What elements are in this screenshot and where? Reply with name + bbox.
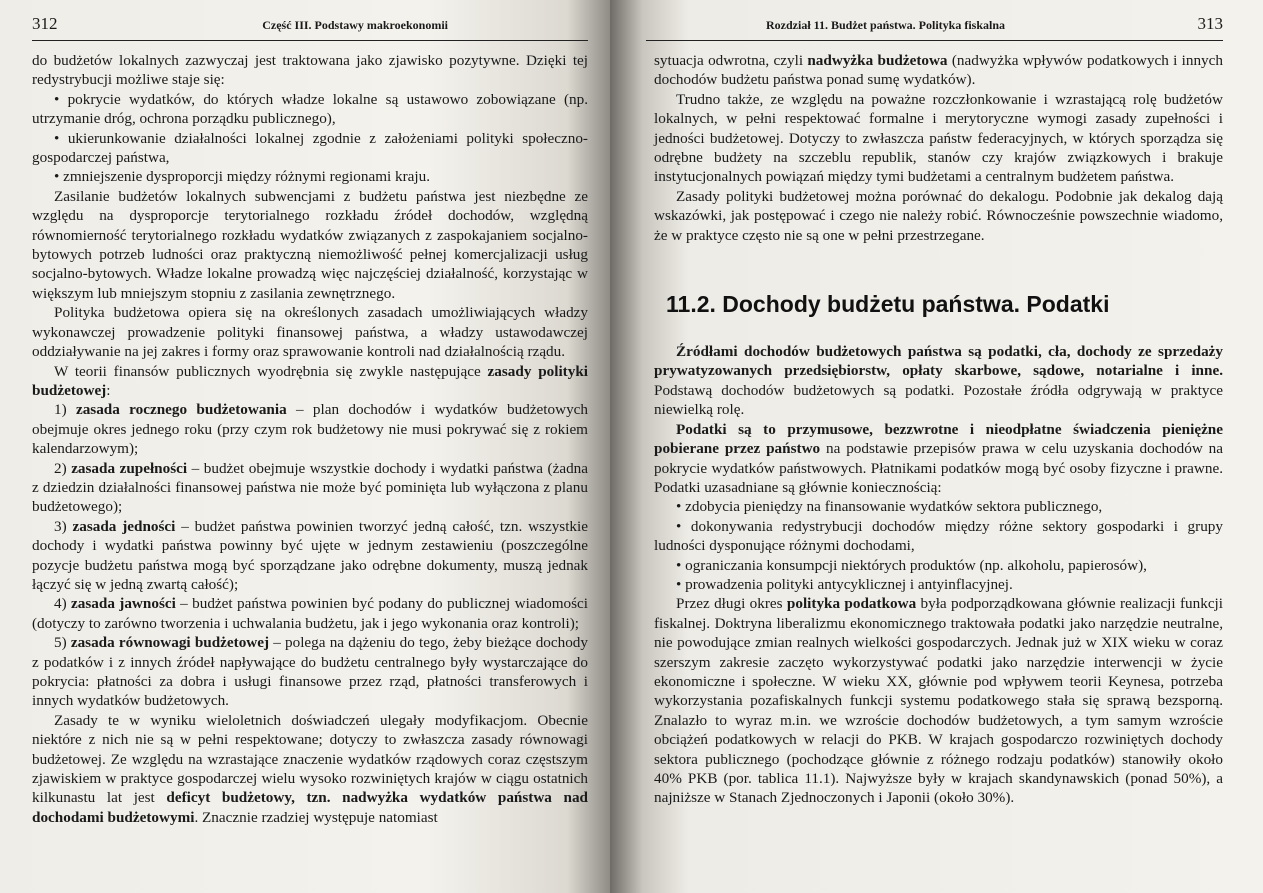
paragraph-p5 [32,187,588,303]
right-running-head [646,14,1223,41]
bold-term: Źródłami dochodów budżetowych państwa są podatki, cła, dochody ze sprzedaży prywatyzowanych przedsiębiorstw, opłaty skarbowe, sądowe, notarialne i inne. [654,343,1223,380]
paragraph-p7 [32,362,588,401]
bold-term: zasada jawności [71,595,176,613]
bold-term: zasada jedności [72,517,176,535]
paragraph-r2 [654,90,1223,187]
left-page [0,0,610,893]
text-run: 3) [54,517,73,535]
text-run: 1) [54,401,76,419]
paragraph-p6 [32,303,588,361]
paragraph-p8 [32,400,588,458]
paragraph-r10 [654,594,1223,807]
right-running-title: Rozdział 11. Budżet państwa. Polityka fiskalna [766,18,1006,32]
text-run: – plan dochodów i wydatków budżetowych obejmuje okres jednego roku (przy czym rok budżetowy nie musi pokrywać się z rokiem kalendarzowym); [32,401,589,458]
bold-term: nadwyżka budżetowa [807,52,948,69]
text-run: Podstawą dochodów budżetowych są podatki. Pozostałe źródła odgrywają w praktyce niewielką rolę. [654,381,1223,419]
text-run: – budżet państwa powinien być podany do publicznej wiadomości (dotyczy to zarówno tworzenia i uchwalania budżetu, jak i jego wykonania oraz kontroli); [32,595,588,632]
paragraph-p3 [32,129,588,168]
section-heading: 11.2. Dochody budżetu państwa. Podatki [666,291,1110,318]
text-run: • ograniczania konsumpcji niektórych produktów (np. alkoholu, papierosów), [676,556,1147,574]
text-run: Zasilanie budżetów lokalnych subwencjami z budżetu państwa jest niezbędne ze względu na dysproporcje terytorialnego rozkładu źródeł dochodów, względną równomierność terytorialnego rozkładu wydatków związanych z zaspokajaniem socjalno-bytowych potrzeb ludności oraz praktyczną niemożliwość pełnej komercjalizacji usług socjalno-bytowych. Władze lokalne prowadzą więc najczęściej działalność, korzystając w większym lub mniejszym stopniu z zasilania zewnętrznego. [32,187,588,302]
paragraph-r9 [654,575,1223,594]
paragraph-r3 [654,187,1223,245]
text-run: 5) [54,634,71,652]
bold-term: zasady polityki budżetowej [32,362,588,399]
text-run: – budżet państwa powinien tworzyć jedną całość, tzn. wszystkie dochody i wydatki państwa powinny być ujęte w jednym zestawieniu (poszczególne pozycje budżetu państwa mogą być sporządzane jako odrębne dokumenty, muszą jednak łączyć się w jedną zwartą całość); [32,517,588,593]
paragraph-r4 [654,342,1223,420]
bold-term: Podatki są to przymusowe, bezzwrotne i nieodpłatne świadczenia pieniężne pobierane przez państwo [654,420,1223,458]
text-run: Trudno także, ze względu na poważne rozczłonkowanie i wzrastającą rolę budżetów lokalnych, w pełni respektować formalne i merytoryczne wymogi zasady zupełności i jedności budżetowej. Dotyczy to zwłaszcza państw federacyjnych, w których sporządza się odrębne budżety na szczeblu republik, stanów czy krajów związkowych i brakuje instytucjonalnych powiązań między tymi budżetami a centralnym budżetem państwa. [654,90,1223,186]
left-running-head [32,14,588,41]
text-run: • dokonywania redystrybucji dochodów między różne sektory gospodarki i grupy ludności dysponujące różnymi dochodami, [654,517,1223,555]
paragraph-r6 [654,497,1223,516]
text-run: – budżet obejmuje wszystkie dochody i wydatki państwa (żadna z dziedzin działalności finansowej państwa nie może być pominięta lub wyłączona z planu budżetowego); [32,459,589,516]
paragraph-p12 [32,633,588,711]
left-page-number: 312 [32,14,58,33]
paragraph-p4 [32,167,588,186]
text-run: 4) [54,595,72,613]
paragraph-r8 [654,556,1223,575]
right-page-number: 313 [1197,14,1223,33]
text-run: W teorii finansów publicznych wyodrębnia się zwykle następujące [54,362,488,380]
text-run: – polega na dążeniu do tego, żeby bieżące dochody z podatków i z innych źródeł napływające do budżetu centralnego były wystarczające do pokrycia: płatności za dobra i usługi finansowe przez rząd, płatności transferowych i innych wydatków budżetowych. [32,634,588,710]
bold-term: zasada zupełności [71,459,188,477]
right-page [610,0,1263,893]
paragraph-p2 [32,90,588,129]
paragraph-p10 [32,517,588,595]
bold-term: zasada równowagi budżetowej [70,634,270,652]
text-run: : [106,381,111,399]
text-run: na podstawie przepisów prawa w celu uzyskania dochodów na pokrycie wydatków państwowych. Płatnikami podatków mogą być osoby fizyczne i prawne. Podatki uzasadniane są głównie koniecznością: [654,440,1223,496]
text-run: była podporządkowana głównie realizacji funkcji fiskalnej. Doktryna liberalizmu ekonomicznego traktowała podatki jako narzędzie neutralne, nie powodujące zmian realnych wielkości gospodarczych. Jednak już w XIX wieku w coraz szerszym zakresie zaczęto wykorzystywać podatki jako narzędzie interwencji w życie ekonomiczne i społeczne. W wieku XX, głównie pod wpływem teorii Keynesa, potrzeba wykorzystania pozafiskalnych funkcji systemu podatkowego stała się sprawą bezsporną. Znalazło to wyraz m.in. we wzroście dochodów budżetowych, a tym samym wzroście obciążeń podatkowych w relacji do PKB. W krajach gospodarczo rozwiniętych dochody sektora publicznego (pochodzące głównie z różnego rodzaju podatków) stanowiły około 40% PKB (por. tablica 11.1). Najwyższe były w krajach skandynawskich (ponad 50%), a najniższe w Stanach Zjednoczonych i Japonii (około 30%). [654,595,1223,807]
paragraph-r7 [654,517,1223,556]
bold-term: polityka podatkowa [786,595,917,613]
text-run: • pokrycie wydatków, do których władze lokalne są ustawowo zobowiązane (np. utrzymanie dróg, ochrona porządku publicznego), [32,90,588,128]
text-run: Polityka budżetowa opiera się na określonych zasadach umożliwiających władzy wykonawczej prowadzenie polityki finansowej państwa, a władzy ustawodawczej oddziaływanie na jej zakres i formy oraz sprawowanie kontroli nad działalnością rządu. [32,304,588,361]
text-run: Zasady polityki budżetowej można porównać do dekalogu. Podobnie jak dekalog dają wskazówki, jak postępować i czego nie należy robić. Równocześnie powszechnie wiadomo, że w praktyce często nie są one w pełni przestrzegane. [654,187,1223,244]
text-run: 2) [54,459,72,477]
paragraph-r1 [654,51,1223,90]
bold-term: deficyt budżetowy, tzn. nadwyżka wydatków państwa nad dochodami budżetowymi [32,789,588,826]
text-run: • prowadzenia polityki antycyklicznej i antyinflacyjnej. [676,575,1013,593]
text-run: do budżetów lokalnych zazwyczaj jest traktowana jako zjawisko pozytywne. Dzięki tej redystrybucji możliwe staje się: [32,52,588,89]
text-run: (nadwyżka wpływów podatkowych i innych dochodów budżetu państwa ponad sumę wydatków). [654,52,1223,89]
text-run: Przez długi okres [676,595,787,613]
bold-term: zasada rocznego budżetowania [75,401,287,419]
text-run: • zdobycia pieniędzy na finansowanie wydatków sektora publicznego, [676,498,1103,516]
text-run: • zmniejszenie dysproporcji między różnymi regionami kraju. [54,168,431,186]
paragraph-p11 [32,594,588,633]
paragraph-p1 [32,51,588,90]
text-run: • ukierunkowanie działalności lokalnej zgodnie z założeniami polityki społeczno-gospodarczej państwa, [32,129,588,167]
text-run: Zasady te w wyniku wieloletnich doświadczeń ulegały modyfikacjom. Obecnie niektóre z nich nie są w pełni respektowane; dotyczy to zwłaszcza zasady równowagi budżetowej. Ze względu na wzrastające znaczenie wydatków rządowych coraz częstszym zjawiskiem w praktyce gospodarczej wielu wysoko rozwiniętych krajów w ciągu ostatnich kilkunastu lat jest [32,711,588,807]
right-body-text-top [646,51,1223,245]
text-run: . Znacznie rzadziej występuje natomiast [194,808,438,826]
paragraph-p13 [32,711,588,827]
paragraph-r5 [654,420,1223,498]
text-run: sytuacja odwrotna, czyli [654,52,808,69]
paragraph-p9 [32,459,588,517]
right-body-text-bottom [646,342,1223,808]
left-running-title: Część III. Podstawy makroekonomii [262,18,448,32]
left-body-text [32,51,588,827]
